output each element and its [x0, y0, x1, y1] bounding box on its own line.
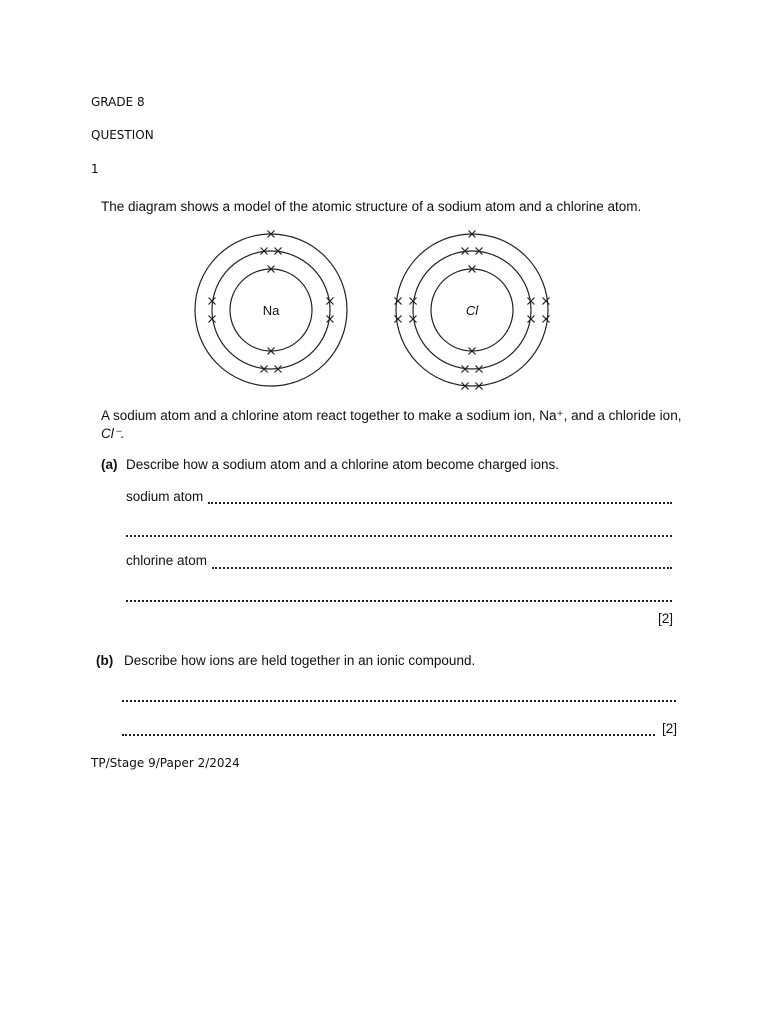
part-a-text: Describe how a sodium atom and a chlorine atom become charged ions. — [126, 457, 559, 472]
part-a-marks: [2] — [658, 611, 674, 626]
sodium-atom-label: sodium atom — [126, 489, 204, 504]
statement-line-2: Cl⁻. — [101, 426, 125, 441]
answer-line-chlorine[interactable] — [212, 567, 672, 569]
footer-reference: TP/Stage 9/Paper 2/2024 — [91, 756, 240, 770]
answer-line-sodium-2[interactable] — [126, 535, 672, 537]
answer-line-b-2[interactable] — [122, 734, 655, 736]
question-label: QUESTION — [91, 128, 154, 142]
part-a-label: (a) — [101, 457, 118, 472]
question-number: 1 — [91, 162, 99, 176]
grade-label: GRADE 8 — [91, 95, 145, 109]
part-b-text: Describe how ions are held together in an ionic compound. — [124, 653, 476, 668]
part-b-marks: [2] — [662, 721, 678, 736]
chlorine-symbol: Cl — [465, 303, 479, 318]
sodium-electrons — [209, 231, 334, 373]
question-intro: The diagram shows a model of the atomic structure of a sodium atom and a chlorine atom. — [101, 199, 642, 214]
atomic-structure-diagram — [0, 225, 768, 425]
chlorine-atom-label: chlorine atom — [126, 553, 208, 568]
sodium-symbol: Na — [262, 303, 280, 318]
answer-line-chlorine-2[interactable] — [126, 600, 672, 602]
answer-line-sodium[interactable] — [208, 502, 672, 504]
answer-line-b-1[interactable] — [122, 700, 676, 702]
part-b-label: (b) — [96, 653, 114, 668]
statement-line-1: A sodium atom and a chlorine atom react together to make a sodium ion, Na⁺, and a chloride ion, — [101, 408, 682, 423]
